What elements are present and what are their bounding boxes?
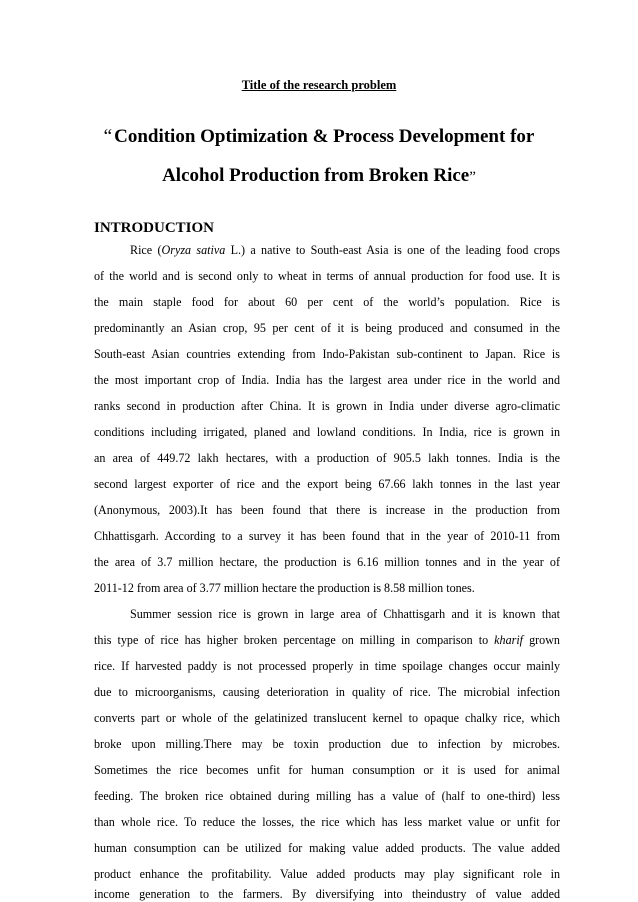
title-open-quote: “ <box>103 126 113 147</box>
body-line: feeding. The broken rice obtained during milling has a value of (half to one-third) less <box>94 789 560 803</box>
body-line: Sometimes the rice becomes unfit for human consumption or it is used for animal <box>94 763 560 777</box>
body-line: conditions including irrigated, planed and lowland conditions. In India, rice is grown in <box>94 425 560 439</box>
body-line: income generation to the farmers. By diversifying into theindustry of value added <box>94 887 560 901</box>
research-problem-label: Title of the research problem <box>241 78 397 92</box>
body-line: ranks second in production after China. It is grown in India under diverse agro-climatic <box>94 399 560 413</box>
body-line: this type of rice has higher broken percentage on milling in comparison to kharif grown <box>94 633 560 647</box>
scientific-name: Oryza sativa <box>161 243 226 257</box>
body-line: Rice (Oryza sativa L.) a native to South-east Asia is one of the leading food crops <box>130 243 560 257</box>
body-line: Chhattisgarh. According to a survey it has been found that in the year of 2010-11 from <box>94 529 560 543</box>
body-line: an area of 449.72 lakh hectares, with a production of 905.5 lakh tonnes. India is the <box>94 451 560 465</box>
body-line: the main staple food for about 60 per cent of the world’s population. Rice is <box>94 295 560 309</box>
title-line-2 <box>0 165 638 187</box>
body-line: converts part or whole of the gelatinized translucent kernel to opaque chalky rice, which <box>94 711 560 725</box>
title-close-quote: ” <box>469 169 476 185</box>
section-title: INTRODUCTION <box>94 220 215 236</box>
body-line: than whole rice. To reduce the losses, the rice which has less market value or unfit for <box>94 815 560 829</box>
body-line: the area of 3.7 million hectare, the production is 6.16 million tonnes and in the year of <box>94 555 560 569</box>
body-line: Summer session rice is grown in large area of Chhattisgarh and it is known that <box>130 607 560 621</box>
body-line: broke upon milling.There may be toxin production due to infection by microbes. <box>94 737 560 751</box>
title-line-1 <box>0 126 638 148</box>
body-line: rice. If harvested paddy is not processed properly in time spoilage changes occur mainly <box>94 659 560 673</box>
body-line: human consumption can be utilized for making value added products. The value added <box>94 841 560 855</box>
body-line: due to microorganisms, causing deterioration in quality of rice. The microbial infection <box>94 685 560 699</box>
body-line: South-east Asian countries extending from Indo-Pakistan sub-continent to Japan. Rice is <box>94 347 560 361</box>
body-line: the most important crop of India. India has the largest area under rice in the world and <box>94 373 560 387</box>
season-term: kharif <box>494 633 524 647</box>
title-text-line-1: Condition Optimization & Process Development for <box>114 126 535 147</box>
body-line: 2011-12 from area of 3.77 million hectare the production is 8.58 million tones. <box>94 581 475 595</box>
body-line: product enhance the profitability. Value added products may play significant role in <box>94 867 560 881</box>
body-line: (Anonymous, 2003).It has been found that there is increase in the production from <box>94 503 560 517</box>
body-line: of the world and is second only to wheat in terms of annual production for food use. It is <box>94 269 560 283</box>
title-text-line-2: Alcohol Production from Broken Rice <box>162 165 470 186</box>
body-line: second largest exporter of rice and the export being 67.66 lakh tonnes in the last year <box>94 477 560 491</box>
body-line: predominantly an Asian crop, 95 per cent of it is being produced and consumed in the <box>94 321 560 335</box>
